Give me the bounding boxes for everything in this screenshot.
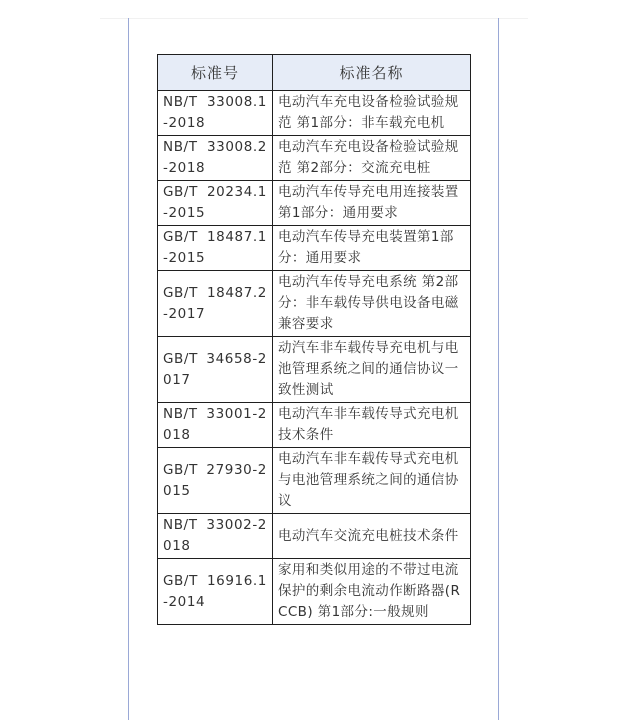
standard-name: 电动汽车充电设备检验试验规范 第2部分：交流充电桩 [273,136,471,181]
standard-code: GB/T 18487.1-2015 [158,226,273,271]
top-divider [100,18,528,19]
standard-name: 电动汽车传导充电用连接装置 第1部分：通用要求 [273,181,471,226]
standard-code: GB/T 27930-2015 [158,448,273,514]
standard-code: NB/T 33008.1-2018 [158,91,273,136]
standards-table [157,54,471,625]
table-row [158,403,471,448]
table-header-row [158,55,471,91]
standard-name: 电动汽车传导充电装置第1部分：通用要求 [273,226,471,271]
standard-name: 电动汽车非车载传导式充电机与电池管理系统之间的通信协议 [273,448,471,514]
table-row [158,514,471,559]
standard-code: NB/T 33002-2018 [158,514,273,559]
standard-name: 电动汽车充电设备检验试验规范 第1部分：非车载充电机 [273,91,471,136]
header-standard-name: 标准名称 [273,55,471,91]
standard-name: 电动汽车传导充电系统 第2部分：非车载传导供电设备电磁兼容要求 [273,271,471,337]
table-row [158,226,471,271]
standard-name: 动汽车非车载传导充电机与电池管理系统之间的通信协议一致性测试 [273,337,471,403]
standard-name: 电动汽车非车载传导式充电机技术条件 [273,403,471,448]
standard-code: GB/T 20234.1-2015 [158,181,273,226]
table-row [158,91,471,136]
content-frame-right-border [498,18,499,720]
table-row [158,136,471,181]
table-row [158,271,471,337]
table-row [158,337,471,403]
table-row [158,448,471,514]
table-row [158,181,471,226]
standard-code: GB/T 18487.2-2017 [158,271,273,337]
content-frame-left-border [128,18,129,720]
standard-code: NB/T 33008.2-2018 [158,136,273,181]
standard-code: GB/T 16916.1-2014 [158,559,273,625]
table-row [158,559,471,625]
header-standard-code: 标准号 [158,55,273,91]
standard-name: 家用和类似用途的不带过电流保护的剩余电流动作断路器(RCCB) 第1部分:一般规则 [273,559,471,625]
standard-code: NB/T 33001-2018 [158,403,273,448]
standard-name: 电动汽车交流充电桩技术条件 [273,514,471,559]
standard-code: GB/T 34658-2017 [158,337,273,403]
